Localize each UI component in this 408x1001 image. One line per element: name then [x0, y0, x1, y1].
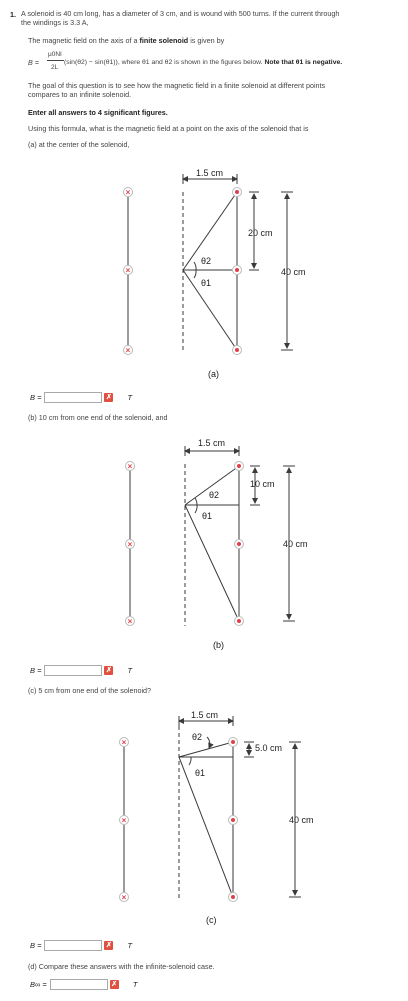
- fig-b-theta2: θ2: [209, 490, 220, 500]
- svg-text:×: ×: [125, 266, 131, 275]
- intro-line-1: A solenoid is 40 cm long, has a diameter of 3 cm, and is wound with 500 turns. If the current through: [21, 9, 340, 18]
- intro-line-2: the windings is 3.3 A,: [21, 18, 89, 27]
- svg-text:×: ×: [127, 462, 133, 471]
- fig-c-dist-label: 5.0 cm: [255, 743, 283, 753]
- fig-a-dist-label: 20 cm: [248, 228, 273, 238]
- svg-text:×: ×: [121, 816, 127, 825]
- fig-c-theta1: θ1: [195, 768, 206, 778]
- fig-a-caption: (a): [208, 369, 219, 379]
- fig-b-x-marker-mid: [126, 540, 135, 550]
- fig-a-x-marker-top: [124, 188, 133, 198]
- fig-b-caption: (b): [213, 640, 224, 650]
- incorrect-icon: ✗: [106, 393, 112, 401]
- figure-b: [127, 446, 295, 626]
- answer-d-label: B∞ =: [30, 979, 47, 989]
- answer-b-unit: T: [127, 665, 133, 675]
- svg-text:×: ×: [121, 738, 127, 747]
- svg-text:×: ×: [127, 617, 133, 626]
- answer-b-input[interactable]: [44, 665, 102, 676]
- fig-b-width-label: 1.5 cm: [198, 438, 226, 448]
- answer-a-label: B =: [30, 392, 42, 402]
- formula-body: (sin(θ2) − sin(θ1)), where θ1 and θ2 is shown in the figures below. Note that θ1 is negative.: [64, 59, 343, 66]
- fig-a-theta2: θ2: [201, 256, 212, 266]
- answer-row-d: [30, 978, 137, 990]
- answer-c-label: B =: [30, 940, 42, 950]
- svg-text:×: ×: [127, 540, 133, 549]
- fig-a-width-label: 1.5 cm: [196, 168, 224, 178]
- incorrect-icon: ✗: [106, 666, 112, 674]
- incorrect-icon: ✗: [106, 941, 112, 949]
- part-c-text: (c) 5 cm from one end of the solenoid?: [28, 686, 152, 695]
- fig-b-line-bottom: [185, 505, 239, 621]
- fig-a-arc2: [194, 262, 196, 270]
- fig-b-x-marker-top: [126, 462, 135, 472]
- svg-text:×: ×: [125, 346, 131, 355]
- part-b-text: (b) 10 cm from one end of the solenoid, and: [28, 413, 168, 422]
- field-intro: The magnetic field on the axis of a finite solenoid is given by: [28, 36, 225, 45]
- answer-row-a: [30, 391, 132, 403]
- svg-text:×: ×: [125, 188, 131, 197]
- incorrect-icon: ✗: [111, 980, 118, 988]
- fig-b-length-label: 40 cm: [283, 539, 308, 549]
- fig-a-length-label: 40 cm: [281, 267, 306, 277]
- part-a-text: (a) at the center of the solenoid,: [28, 140, 130, 149]
- goal-line-2: compares to an infinite solenoid.: [28, 90, 132, 99]
- fig-c-x-marker-mid: [120, 816, 129, 826]
- goal-line-1: The goal of this question is to see how the magnetic field in a finite solenoid at different points: [28, 81, 326, 90]
- fig-a-x-marker-bottom: [124, 346, 133, 356]
- answer-c-unit: T: [127, 940, 133, 950]
- fig-b-x-marker-bottom: [126, 617, 135, 627]
- question-number: 1.: [10, 10, 16, 19]
- answer-c-input[interactable]: [44, 940, 102, 951]
- answer-d-unit: T: [132, 979, 138, 989]
- fig-c-line-bottom: [179, 757, 233, 897]
- formula-denominator: 2L: [51, 64, 59, 71]
- fig-c-theta2: θ2: [192, 732, 203, 742]
- part-d-text: (d) Compare these answers with the infinite-solenoid case.: [28, 962, 215, 971]
- fig-a-theta1: θ1: [201, 278, 212, 288]
- answer-a-unit: T: [127, 392, 133, 402]
- formula-lhs: B =: [28, 58, 39, 67]
- fig-c-caption: (c): [206, 915, 217, 925]
- answer-row-c: [30, 939, 132, 951]
- sig-figs-note: Enter all answers to 4 significant figures.: [28, 108, 168, 117]
- using-formula: Using this formula, what is the magnetic field at a point on the axis of the solenoid that is: [28, 124, 309, 133]
- answer-b-label: B =: [30, 665, 42, 675]
- fig-b-dist-label: 10 cm: [250, 479, 275, 489]
- answer-d-input[interactable]: [50, 979, 108, 990]
- fig-b-theta1: θ1: [202, 511, 213, 521]
- fig-c-x-marker-top: [120, 738, 129, 748]
- fig-c-width-label: 1.5 cm: [191, 710, 219, 720]
- fig-a-x-marker-mid: [124, 266, 133, 276]
- fig-c-x-marker-bottom: [120, 893, 129, 903]
- answer-a-input[interactable]: [44, 392, 102, 403]
- answer-row-b: [30, 664, 132, 676]
- fig-c-length-label: 40 cm: [289, 815, 314, 825]
- fig-c-line-top: [179, 742, 233, 757]
- svg-text:×: ×: [121, 893, 127, 902]
- fig-a-arc1: [194, 270, 196, 278]
- formula-numerator: μ0NI: [48, 51, 62, 58]
